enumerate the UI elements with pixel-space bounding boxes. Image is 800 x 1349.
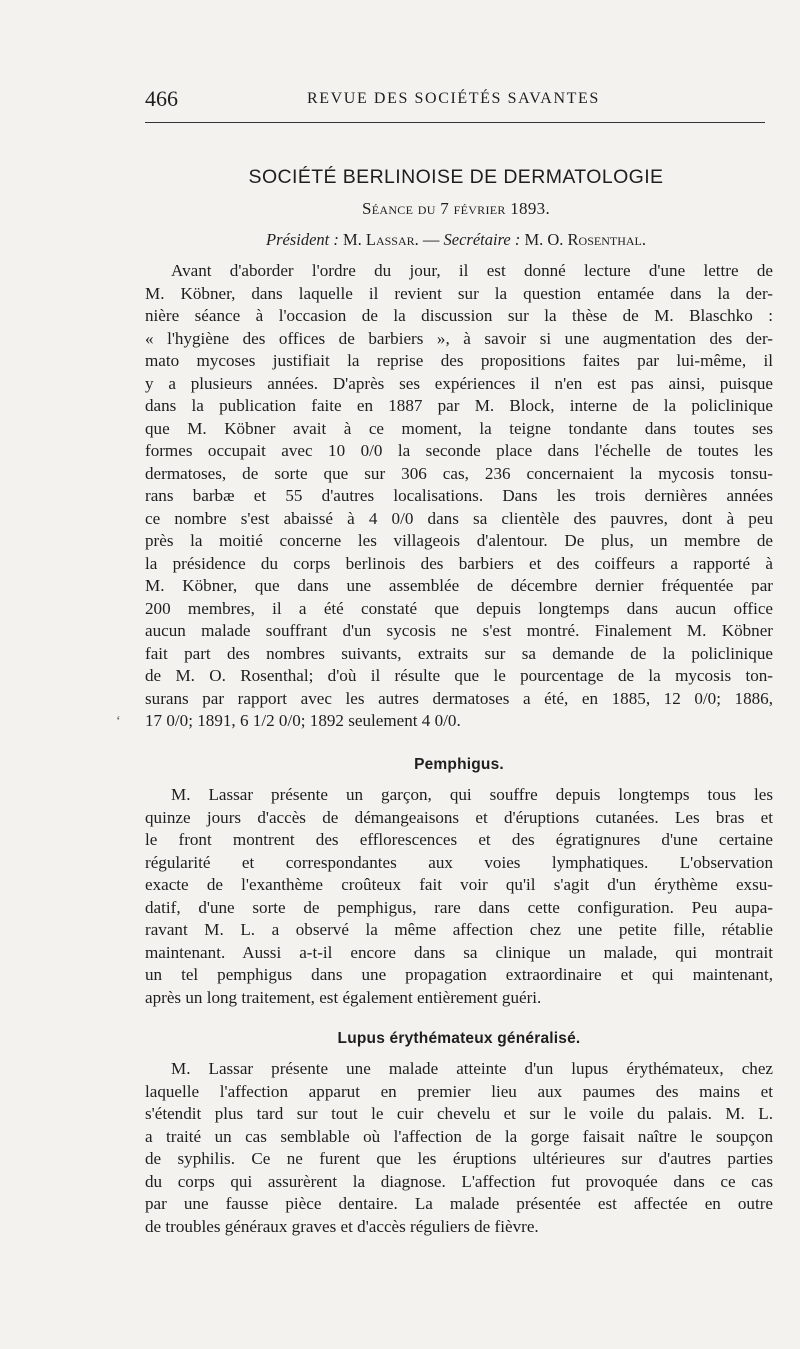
text-line: datif, d'une sorte de pemphigus, rare dans cette configuration. Peu aupa- [145,897,773,917]
margin-mark: ‘ [116,714,121,729]
text-line: surans par rapport avec les autres dermatoses a été, en 1885, 12 0/0; 1886, [145,688,773,708]
text-line: rans barbæ et 55 d'autres localisations. Dans les trois dernières années [145,486,773,505]
text-line: dans la publication faite en 1887 par M. Block, interne de la policlinique [145,396,773,415]
text-line: « l'hygiène des offices de barbiers », à savoir si une augmentation des der- [145,328,773,348]
page-number: 466 [145,86,178,111]
president-label: Président : [265,230,339,249]
text-line: formes occupait avec 10 0/0 la seconde place dans l'échelle de toutes les [145,441,773,460]
society-title: SOCIÉTÉ BERLINOISE DE DERMATOLOGIE [248,166,664,188]
text-line: de syphilis. Ce ne furent que les éruptions ultérieures sur d'autres parties [145,1149,773,1168]
text-line: de M. O. Rosenthal; d'où il résulte que le pourcentage de la mycosis ton- [145,666,773,685]
text-line: Avant d'aborder l'ordre du jour, il est donné lecture d'une lettre de [171,261,773,280]
pemphigus-paragraph [145,784,773,1009]
page-header [145,86,765,116]
section-title-pemphigus: Pemphigus. [414,756,504,773]
text-line: mato mycoses justifiait la reprise des propositions faites par lui-même, il [145,351,773,370]
text-line: un tel pemphigus dans une propagation extraordinaire et qui maintenant, [145,965,773,984]
text-line: s'étendit plus tard sur tout le cuir chevelu et sur le voile du palais. M. L. [145,1104,773,1123]
text-line: exacte de l'exanthème croûteux fait voir qu'il s'agit d'un érythème exsu- [145,875,773,894]
text-line: près la moitié concerne les villageois d'alentour. De plus, un membre de [145,531,773,550]
text-line: ce nombre s'est abaissé à 4 0/0 dans sa clientèle des pauvres, dont à peu [145,508,773,528]
text-line: la présidence du corps berlinois des barbiers et des coiffeurs a rapporté à [145,553,773,573]
intro-paragraph [145,260,773,733]
text-line: de troubles généraux graves et d'accès réguliers de fièvre. [145,1216,539,1236]
text-line: nière séance à l'occasion de la discussion sur la thèse de M. Blaschko : [145,306,773,325]
text-line: régularité et correspondantes aux voies lymphatiques. L'observation [145,852,773,872]
text-line: M. Köbner, que dans une assemblée de décembre dernier fréquentée par [145,576,773,595]
president-name: M. Lassar. [342,230,419,249]
text-line: quinze jours d'accès de démangeaisons et d'éruptions cutanées. Les bras et [145,807,773,827]
text-line: par une fausse pièce dentaire. La malade présentée est affectée en outre [145,1194,773,1213]
text-line: ravant M. L. a observé la même affection chez une petite fille, rétablie [145,920,773,939]
header-rule [145,122,765,123]
secretary-label: Secrétaire : [443,230,521,249]
running-title: REVUE DES SOCIÉTÉS SAVANTES [307,90,600,107]
text-line: a traité un cas semblable où l'affection de la gorge faisait naître le soupçon [145,1126,773,1146]
officers-dash: — [422,230,440,249]
text-line: fait part des nombres suivants, extraits sur sa demande de la policlinique [145,643,773,663]
officers-line [145,230,767,250]
text-line: le front montrent des efflorescences et des égratignures d'une certaine [145,830,773,849]
text-line: laquelle l'affection apparut en premier lieu aux paumes des mains et [145,1081,773,1101]
text-line: après un long traitement, est également entièrement guéri. [145,987,542,1007]
text-line: M. Lassar présente un garçon, qui souffre depuis longtemps tous les [171,785,773,804]
text-line: M. Köbner, dans laquelle il revient sur la question entamée dans la der- [145,283,773,303]
lupus-paragraph [145,1058,773,1238]
secretary-name: M. O. Rosenthal. [524,230,647,249]
text-line: M. Lassar présente une malade atteinte d'un lupus érythémateux, chez [171,1059,773,1078]
text-line: 200 membres, il a été constaté que depuis longtemps dans aucun office [145,598,773,618]
seance-date: Séance du 7 février 1893. [361,199,551,218]
text-line: que M. Köbner avait à ce moment, la teigne tondante dans toutes ses [145,418,773,438]
text-line: y a plusieurs années. D'après ses expériences il n'en est pas ainsi, puisque [145,373,773,393]
text-line: 17 0/0; 1891, 6 1/2 0/0; 1892 seulement 4 0/0. [145,711,461,730]
section-title-lupus: Lupus érythémateux généralisé. [337,1030,581,1047]
text-line: du corps qui assurèrent la diagnose. L'affection fut provoquée dans ce cas [145,1171,773,1191]
text-line: dermatoses, de sorte que sur 306 cas, 236 concernaient la mycosis tonsu- [145,463,773,483]
text-line: maintenant. Aussi a-t-il encore dans sa clinique un malade, qui montrait [145,942,773,962]
text-line: aucun malade souffrant d'un sycosis ne s'est montré. Finalement M. Köbner [145,621,773,640]
